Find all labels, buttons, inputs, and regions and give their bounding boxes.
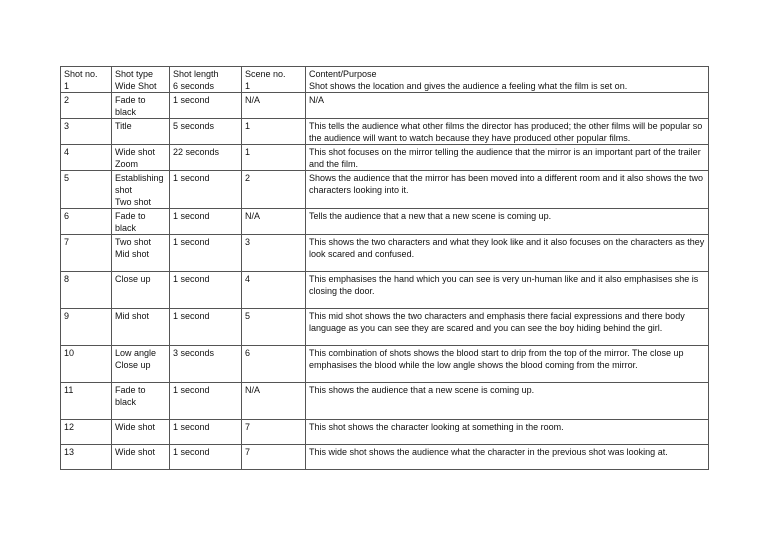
cell-shot-no [61, 445, 112, 470]
scene-no: 3 [245, 237, 251, 247]
shot-type: Close up [115, 360, 151, 370]
shot-length: 1 second [173, 274, 210, 284]
content-purpose: Shows the audience that the mirror has been moved into a different room and it also shows the two characters looking into it. [309, 173, 704, 195]
shot-list-table [60, 66, 709, 470]
cell-shot-length [170, 93, 242, 119]
cell-content-purpose [306, 383, 709, 420]
scene-no: N/A [245, 95, 261, 105]
shot-type: black [115, 223, 137, 233]
cell-shot-no [61, 145, 112, 171]
shot-type: Mid shot [115, 311, 150, 321]
content-purpose: Shot shows the location and gives the audience a feeling what the film is set on. [309, 81, 628, 91]
cell-shot-length [170, 309, 242, 346]
shot-type: Fade to [115, 95, 146, 105]
shot-length: 1 second [173, 385, 210, 395]
scene-no: 6 [245, 348, 251, 358]
content-purpose: This shows the audience that a new scene is coming up. [309, 385, 535, 395]
cell-shot-type [112, 209, 170, 235]
cell-content-purpose [306, 209, 709, 235]
shot-type: Mid shot [115, 249, 150, 259]
cell-content-purpose [306, 93, 709, 119]
shot-no: 12 [64, 422, 75, 432]
cell-shot-no [61, 235, 112, 272]
cell-shot-no [61, 209, 112, 235]
cell-shot-no [61, 67, 112, 93]
table-row [61, 272, 709, 309]
scene-no: 5 [245, 311, 251, 321]
scene-no: 1 [245, 121, 251, 131]
shot-no: 7 [64, 237, 70, 247]
cell-shot-length [170, 445, 242, 470]
shot-type: Close up [115, 274, 151, 284]
shot-no: 13 [64, 447, 75, 457]
cell-scene-no [242, 119, 306, 145]
table-row [61, 346, 709, 383]
cell-shot-no [61, 383, 112, 420]
cell-content-purpose [306, 445, 709, 470]
shot-type: Two shot [115, 237, 152, 247]
cell-shot-no [61, 171, 112, 209]
shot-no: 5 [64, 173, 70, 183]
cell-shot-length [170, 145, 242, 171]
shot-length: 6 seconds [173, 81, 215, 91]
table-row [61, 235, 709, 272]
shot-length: 5 seconds [173, 121, 215, 131]
cell-shot-no [61, 119, 112, 145]
scene-no: N/A [245, 211, 261, 221]
shot-type: Zoom [115, 159, 139, 169]
cell-shot-type [112, 420, 170, 445]
cell-scene-no [242, 272, 306, 309]
shot-type: Wide shot [115, 422, 156, 432]
cell-shot-type [112, 445, 170, 470]
scene-no: 4 [245, 274, 251, 284]
shot-list-body [61, 67, 709, 470]
shot-type: Fade to [115, 385, 146, 395]
cell-shot-type [112, 309, 170, 346]
header-scene-no: Scene no. [245, 69, 286, 79]
cell-shot-length [170, 171, 242, 209]
shot-type: Wide Shot [115, 81, 157, 91]
cell-scene-no [242, 145, 306, 171]
shot-no: 2 [64, 95, 70, 105]
content-purpose: This emphasises the hand which you can see is very un-human like and it also emphasises she is closing the door. [309, 274, 699, 296]
table-row-header-and-1 [61, 67, 709, 93]
cell-shot-length [170, 209, 242, 235]
shot-type: black [115, 107, 137, 117]
cell-scene-no [242, 420, 306, 445]
shot-length: 1 second [173, 422, 210, 432]
cell-shot-type [112, 272, 170, 309]
content-purpose: This shot shows the character looking at something in the room. [309, 422, 564, 432]
cell-content-purpose [306, 119, 709, 145]
cell-shot-type [112, 67, 170, 93]
shot-length: 22 seconds [173, 147, 220, 157]
cell-shot-type [112, 171, 170, 209]
cell-scene-no [242, 209, 306, 235]
cell-shot-no [61, 420, 112, 445]
cell-shot-length [170, 346, 242, 383]
shot-length: 1 second [173, 447, 210, 457]
shot-no: 3 [64, 121, 70, 131]
shot-no: 10 [64, 348, 75, 358]
cell-scene-no [242, 346, 306, 383]
scene-no: 2 [245, 173, 251, 183]
table-row [61, 309, 709, 346]
cell-shot-length [170, 119, 242, 145]
shot-no: 9 [64, 311, 70, 321]
cell-scene-no [242, 383, 306, 420]
header-shot-type: Shot type [115, 69, 154, 79]
shot-no: 11 [64, 385, 74, 395]
cell-shot-length [170, 383, 242, 420]
content-purpose: This wide shot shows the audience what the character in the previous shot was looking at. [309, 447, 668, 457]
cell-shot-type [112, 93, 170, 119]
content-purpose: N/A [309, 95, 325, 105]
header-shot-length: Shot length [173, 69, 219, 79]
cell-shot-type [112, 346, 170, 383]
shot-length: 1 second [173, 237, 210, 247]
shot-no: 8 [64, 274, 70, 284]
cell-content-purpose [306, 235, 709, 272]
cell-shot-no [61, 93, 112, 119]
cell-content-purpose [306, 346, 709, 383]
table-row [61, 383, 709, 420]
cell-scene-no [242, 235, 306, 272]
header-content-purpose: Content/Purpose [309, 69, 377, 79]
cell-shot-length [170, 272, 242, 309]
scene-no: N/A [245, 385, 261, 395]
cell-content-purpose [306, 171, 709, 209]
table-row [61, 119, 709, 145]
shot-no: 6 [64, 211, 70, 221]
shot-length: 1 second [173, 311, 210, 321]
cell-shot-length [170, 235, 242, 272]
table-row [61, 209, 709, 235]
cell-shot-no [61, 309, 112, 346]
cell-content-purpose [306, 145, 709, 171]
cell-scene-no [242, 171, 306, 209]
content-purpose: This combination of shots shows the blood start to drip from the top of the mirror. The close up emphasises the blood while the low angle shows the blood coming from the mirror. [309, 348, 684, 370]
cell-shot-no [61, 272, 112, 309]
cell-content [306, 67, 709, 93]
cell-content-purpose [306, 420, 709, 445]
content-purpose: This mid shot shows the two characters and emphasis there facial expressions and there body language as you can see they are scared and you can see the boy hiding behind the girl. [309, 311, 685, 333]
cell-scene-no [242, 67, 306, 93]
content-purpose: This tells the audience what other films the director has produced; the other films will be popular so the audience will want to watch because they have produced other popular films. [309, 121, 703, 143]
shot-no: 4 [64, 147, 70, 157]
cell-shot-length [170, 67, 242, 93]
shot-no: 1 [64, 81, 70, 91]
table-row [61, 171, 709, 209]
cell-shot-type [112, 145, 170, 171]
table-row [61, 93, 709, 119]
scene-no: 1 [245, 81, 251, 91]
header-shot-no: Shot no. [64, 69, 98, 79]
shot-type: Fade to [115, 211, 146, 221]
shot-type: Low angle [115, 348, 157, 358]
scene-no: 1 [245, 147, 251, 157]
cell-scene-no [242, 309, 306, 346]
cell-scene-no [242, 445, 306, 470]
cell-content-purpose [306, 272, 709, 309]
shot-type: shot [115, 185, 133, 195]
content-purpose: Tells the audience that a new that a new scene is coming up. [309, 211, 552, 221]
shot-type: Establishing [115, 173, 164, 183]
shot-type: Title [115, 121, 132, 131]
cell-scene-no [242, 93, 306, 119]
cell-shot-type [112, 383, 170, 420]
scene-no: 7 [245, 422, 251, 432]
shot-length: 1 second [173, 95, 210, 105]
cell-shot-type [112, 235, 170, 272]
shot-type: Wide shot [115, 447, 156, 457]
cell-shot-length [170, 420, 242, 445]
shot-length: 3 seconds [173, 348, 215, 358]
shot-type: Wide shot [115, 147, 156, 157]
shot-type: black [115, 397, 137, 407]
cell-shot-no [61, 346, 112, 383]
shot-length: 1 second [173, 173, 210, 183]
table-row [61, 445, 709, 470]
content-purpose: This shot focuses on the mirror telling the audience that the mirror is an important part of the trailer and the film. [309, 147, 701, 169]
content-purpose: This shows the two characters and what they look like and it also focuses on the characters as they look scared and confused. [309, 237, 705, 259]
shot-length: 1 second [173, 211, 210, 221]
shot-type: Two shot [115, 197, 152, 207]
cell-shot-type [112, 119, 170, 145]
table-row [61, 420, 709, 445]
scene-no: 7 [245, 447, 251, 457]
table-row [61, 145, 709, 171]
cell-content-purpose [306, 309, 709, 346]
